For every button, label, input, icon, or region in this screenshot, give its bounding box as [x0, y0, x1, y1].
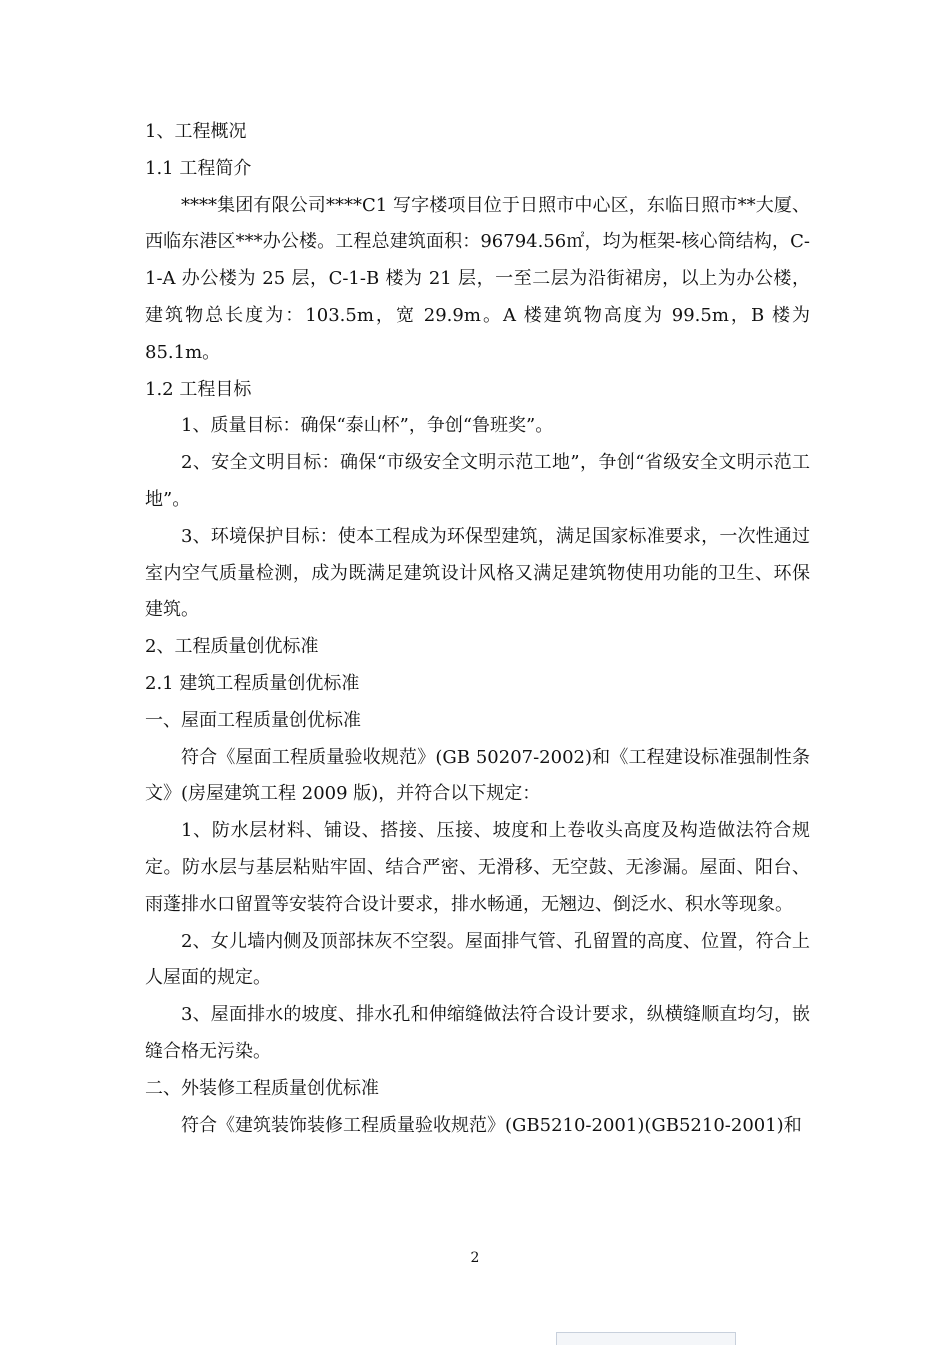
section-heading: 一、屋面工程质量创优标准 [145, 709, 361, 731]
section-heading: 1.2 工程目标 [145, 378, 252, 400]
paragraph: 1、防水层材料、铺设、搭接、压接、坡度和上卷收头高度及构造做法符合规定。防水层与基层粘贴牢固、结合严密、无滑移、无空鼓、无渗漏。屋面、阳台、雨蓬排水口留置等安装符合设计要求，排水畅通，无翘边、倒泛水、积水等现象。 [145, 820, 810, 915]
paragraph: 1、质量目标：确保“泰山杯”，争创“鲁班奖”。 [181, 415, 554, 437]
section-heading: 2、工程质量创优标准 [145, 636, 319, 658]
section-heading: 1.1 工程简介 [145, 157, 252, 179]
paragraph: 3、屋面排水的坡度、排水孔和伸缩缝做法符合设计要求，纵横缝顺直均匀，嵌缝合格无污染。 [145, 1004, 810, 1062]
watermark-strip [556, 1332, 736, 1345]
paragraph: 符合《建筑装饰装修工程质量验收规范》(GB5210-2001)(GB5210-2001)和 [181, 1114, 802, 1136]
section-heading: 2.1 建筑工程质量创优标准 [145, 672, 360, 694]
paragraph: 符合《屋面工程质量验收规范》(GB 50207-2002)和《工程建设标准强制性条文》(房屋建筑工程 2009 版)，并符合以下规定： [145, 746, 810, 805]
paragraph: 3、环境保护目标：使本工程成为环保型建筑，满足国家标准要求，一次性通过室内空气质量检测，成为既满足建筑设计风格又满足建筑物使用功能的卫生、环保建筑。 [145, 525, 810, 621]
section-heading: 1、工程概况 [145, 121, 247, 142]
page-number: 2 [470, 1250, 480, 1266]
paragraph: ****集团有限公司****C1 写字楼项目位于日照市中心区，东临日照市**大厦、西临东港区***办公楼。工程总建筑面积：96794.56㎡，均为框架-核心筒结构，C-1-A 办公楼为 25 层，C-1-B 楼为 21 层，一至二层为沿街裙房，以上为办公楼，建筑物总长度为：103.5m，宽 29.9m。A 楼建筑物高度为 99.5m，B 楼为 85.1m。 [145, 194, 810, 363]
paragraph: 2、女儿墙内侧及顶部抹灰不空裂。屋面排气管、孔留置的高度、位置，符合上人屋面的规定。 [145, 930, 810, 989]
section-heading: 二、外装修工程质量创优标准 [145, 1077, 379, 1099]
paragraph: 2、安全文明目标：确保“市级安全文明示范工地”，争创“省级安全文明示范工地”。 [145, 452, 810, 510]
document-body [145, 114, 810, 1144]
